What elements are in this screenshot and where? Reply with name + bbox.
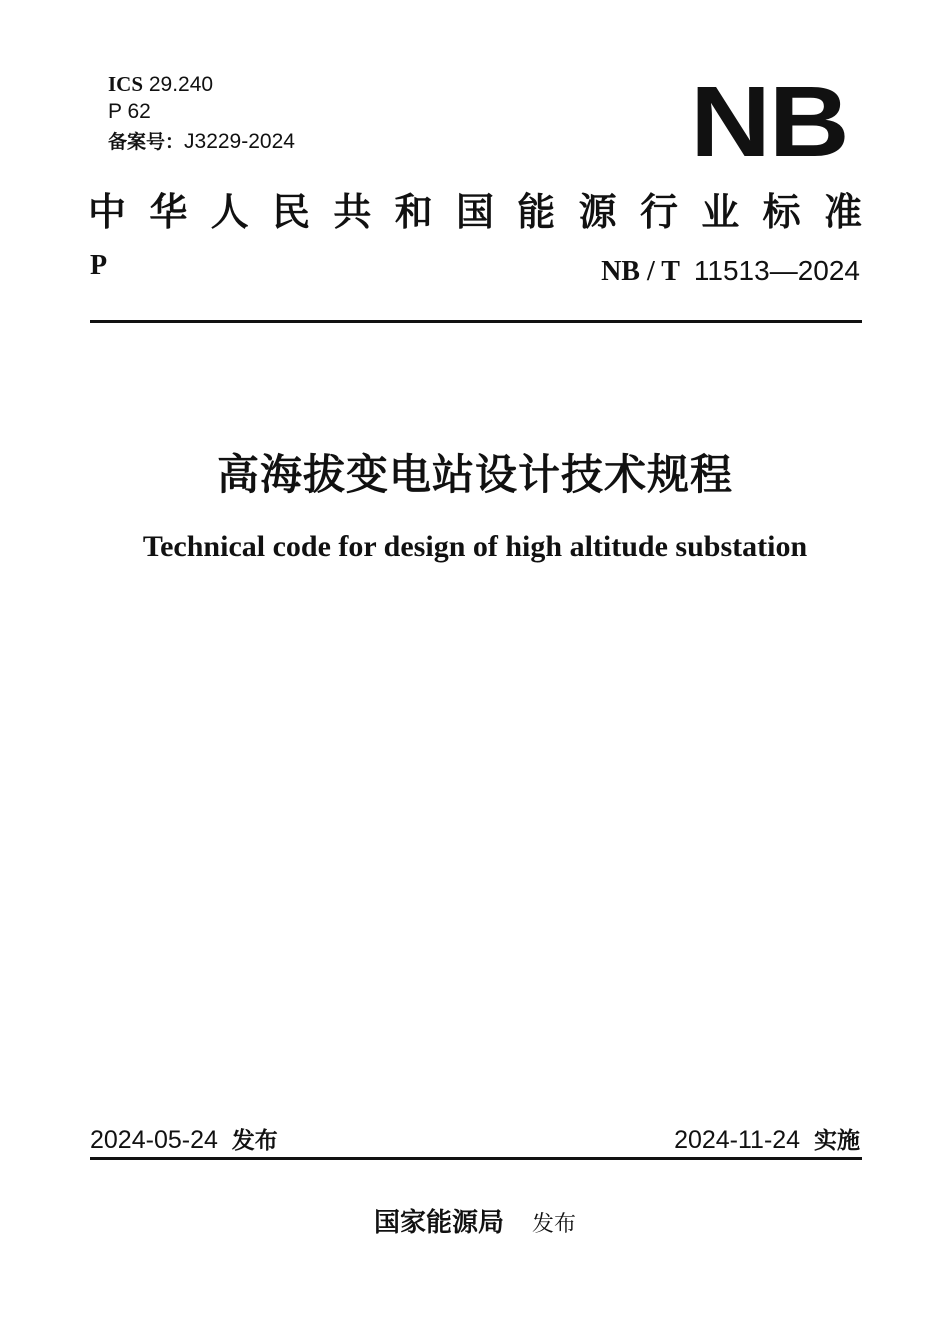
standard-number: [601, 254, 860, 289]
publisher: [0, 1202, 950, 1239]
publisher-org: 国家能源局: [373, 1208, 504, 1238]
header-divider: [90, 320, 862, 323]
industry-title-char: 人: [210, 189, 249, 234]
record-value: J3229-2024: [184, 130, 295, 153]
industry-title-char: 民: [271, 189, 310, 234]
footer-divider: [90, 1157, 862, 1160]
document-title-cn: 高海拔变电站设计技术规程: [216, 450, 733, 499]
release-date: [90, 1122, 278, 1155]
record-number: [108, 128, 295, 156]
record-label: 备案号：: [108, 131, 185, 153]
implement-date: [674, 1122, 860, 1155]
release-date-value: 2024-05-24: [90, 1126, 218, 1154]
industry-title-char: 共: [333, 189, 372, 234]
classification-letter: P: [90, 250, 108, 281]
ics-prefix: ICS: [108, 72, 144, 96]
nb-logo: NB: [689, 66, 847, 178]
industry-title-char: 中: [88, 189, 127, 234]
industry-title-char: 源: [578, 189, 617, 234]
release-label: 发布: [231, 1128, 278, 1154]
publisher-action: 发布: [532, 1212, 577, 1237]
industry-title-char: 标: [762, 189, 801, 234]
industry-title-char: 能: [517, 189, 556, 234]
standard-code: 11513—2024: [693, 255, 860, 286]
industry-title-char: 国: [455, 189, 494, 234]
implement-date-value: 2024-11-24: [674, 1126, 801, 1154]
industry-standard-title: [88, 190, 862, 234]
standard-prefix: NB / T: [601, 256, 680, 287]
industry-title-char: 业: [701, 189, 740, 234]
ics-value: 29.240: [143, 73, 214, 96]
ccs-code: P 62: [108, 100, 151, 123]
industry-title-char: 行: [639, 189, 678, 234]
implement-label: 实施: [814, 1128, 860, 1154]
industry-title-char: 和: [394, 189, 433, 234]
industry-title-char: 华: [149, 189, 188, 234]
document-title-en: Technical code for design of high altitude substation: [142, 530, 808, 563]
industry-title-char: 准: [823, 189, 862, 234]
ics-code: [108, 70, 213, 99]
